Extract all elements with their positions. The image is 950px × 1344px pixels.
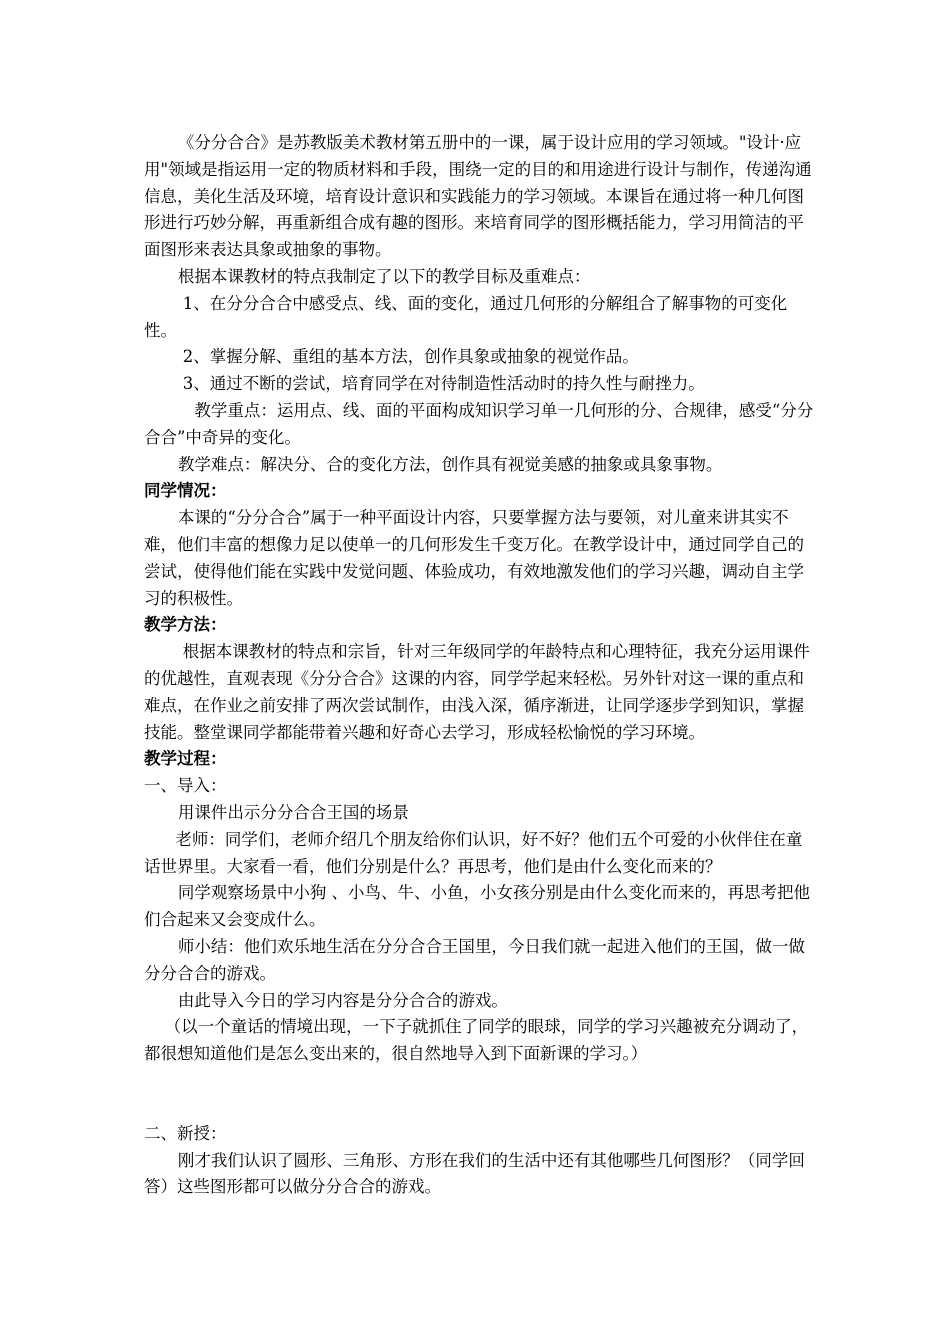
key-point-paragraph: 教学重点：运用点、线、面的平面构成知识学习单一几何形的分、合规律，感受“分分合合”中奇异的变化。 [144,400,814,447]
method-paragraph: 根据本课教材的特点和宗旨，针对三年级同学的年龄特点和心理特征，我充分运用课件的优越性，直观表现《分分合合》这课的内容，同学学起来轻松。另外针对这一课的重点和难点，在作业之前安排了两次尝试制作，由浅入深，循序渐进，让同学逐步学到知识，掌握技能。整堂课同学都能带着兴趣和好奇心去学习，形成轻松愉悦的学习环境。 [144,642,810,742]
document-body [144,130,814,1201]
goal-3-paragraph: 3、通过不断的尝试，培育同学在对待制造性活动时的持久性与耐挫力。 [182,374,705,394]
goal-2-paragraph: 2、掌握分解、重组的基本方法，创作具象或抽象的视觉作品。 [182,347,639,367]
step-1-paragraph-b: 老师：同学们，老师介绍几个朋友给你们认识，好不好？他们五个可爱的小伙伴住在童话世界里。大家看一看，他们分别是什么？再思考，他们是由什么变化而来的？ [144,829,803,876]
intro-paragraph: 《分分合合》是苏教版美术教材第五册中的一课，属于设计应用的学习领域。"设计·应用"领域是指运用一定的物质材料和手段，围绕一定的目的和用途进行设计与制作，传递沟通信息，美化生活及环境，培育设计意识和实践能力的学习领域。本课旨在通过将一种几何图形进行巧妙分解，再重新组合成有趣的图形。来培育同学的图形概括能力，学习用简洁的平面图形来表达具象或抽象的事物。 [144,133,812,260]
students-paragraph: 本课的“分分合合”属于一种平面设计内容，只要掌握方法与要领，对儿童来讲其实不难，他们丰富的想像力足以使单一的几何形发生千变万化。在教学设计中，通过同学自己的尝试，使得他们能在实践中发觉问题、体验成功，有效地激发他们的学习兴趣，调动自主学习的积极性。 [144,508,804,608]
goals-intro-paragraph: 根据本课教材的特点我制定了以下的教学目标及重难点： [177,266,591,286]
step-1-paragraph-a: 用课件出示分分合合王国的场景 [177,802,409,822]
difficult-point-paragraph: 教学难点：解决分、合的变化方法，创作具有视觉美感的抽象或具象事物。 [177,454,723,474]
step-2-title: 二、新授： [144,1123,227,1143]
goal-1-paragraph: 1、在分分合合中感受点、线、面的变化，通过几何形的分解组合了解事物的可变化性。 [144,293,788,340]
process-heading: 教学过程： [144,749,227,769]
step-1-paragraph-e: 由此导入今日的学习内容是分分合合的游戏。 [177,990,508,1010]
step-2-paragraph-a: 刚才我们认识了圆形、三角形、方形在我们的生活中还有其他哪些几何图形？（同学回答）这些图形都可以做分分合合的游戏。 [144,1150,805,1197]
step-1-title: 一、导入： [144,776,227,796]
step-1-paragraph-c: 同学观察场景中小狗 、小鸟、牛、小鱼，小女孩分别是由什么变化而来的，再思考把他们合起来又会变成什么。 [144,883,811,930]
step-1-paragraph-d: 师小结：他们欢乐地生活在分分合合王国里，今日我们就一起进入他们的王国，做一做分分合合的游戏。 [144,936,805,983]
students-heading: 同学情况： [144,481,227,501]
method-heading: 教学方法： [144,615,227,635]
step-1-paragraph-f: （以一个童话的情境出现，一下子就抓住了同学的眼球，同学的学习兴趣被充分调动了，都很想知道他们是怎么变出来的，很自然地导入到下面新课的学习。） [144,1017,809,1064]
section-spacer [144,1068,814,1121]
